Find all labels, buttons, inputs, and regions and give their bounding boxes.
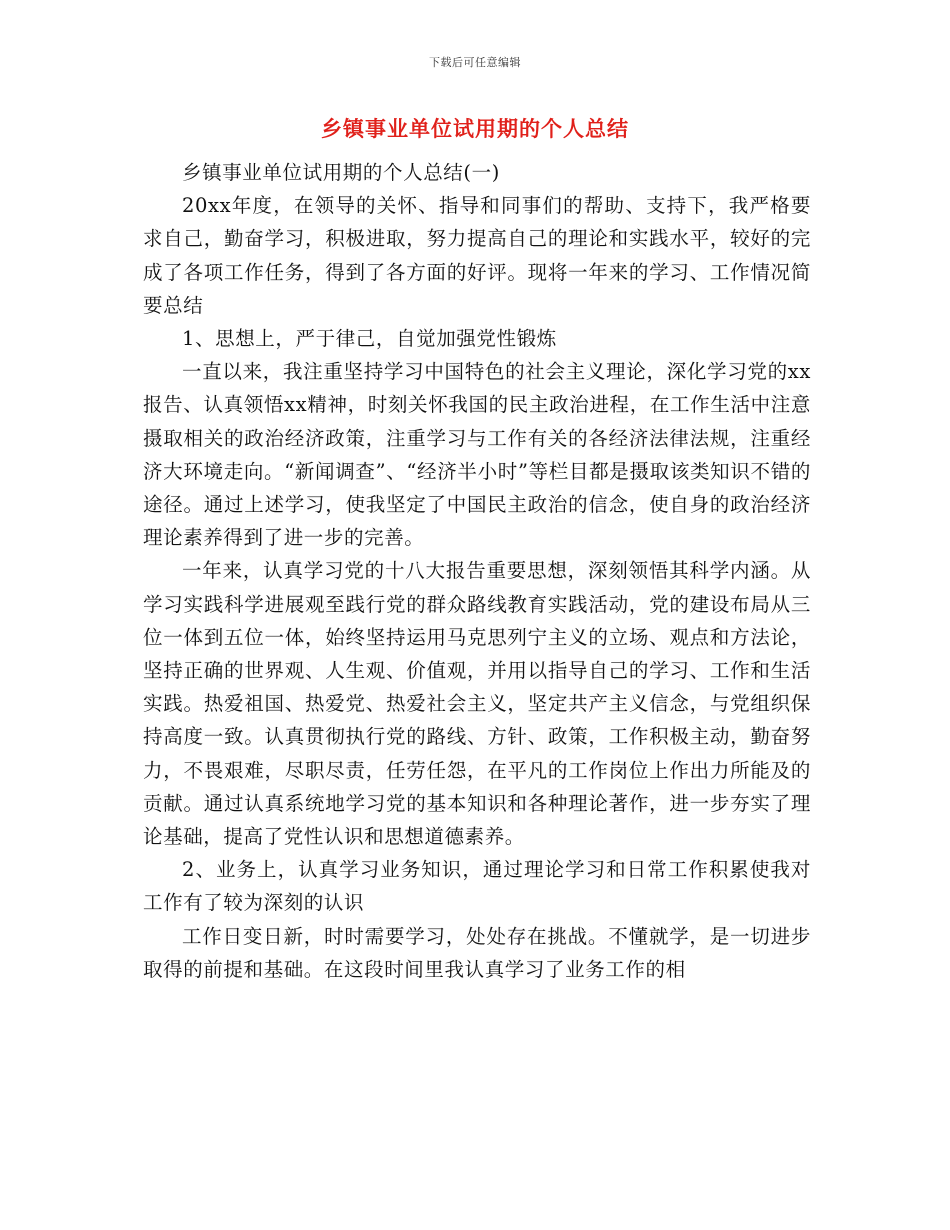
- paragraph-intro: 20xx年度，在领导的关怀、指导和同事们的帮助、支持下，我严格要求自己，勤奋学习，积极进取，努力提高自己的理论和实践水平，较好的完成了各项工作任务，得到了各方面的好评。现将一年来的学习、工作情况简要总结: [143, 194, 811, 317]
- paragraph-heading-1: 1、思想上，严于律己，自觉加强党性锻炼: [182, 327, 557, 351]
- paragraph-body: 一直以来，我注重坚持学习中国特色的社会主义理论，深化学习党的xx报告、认真领悟xx精神，时刻关怀我国的民主政治进程，在工作生活中注意摄取相关的政治经济政策，注重学习与工作有关的各经济法律法规，注重经济大环境走向。“新闻调查”、“经济半小时”等栏目都是摄取该类知识不错的途径。通过上述学习，使我坚定了中国民主政治的信念，使自身的政治经济理论素养得到了进一步的完善。: [143, 360, 811, 550]
- document-body: [143, 156, 811, 986]
- paragraph-subtitle: 乡镇事业单位试用期的个人总结(一): [182, 161, 500, 184]
- document-title: 乡镇事业单位试用期的个人总结: [321, 116, 629, 141]
- paragraph-body: 工作日变日新，时时需要学习，处处存在挑战。不懂就学，是一切进步取得的前提和基础。在这段时间里我认真学习了业务工作的相: [143, 924, 811, 981]
- paragraph-body: 一年来，认真学习党的十八大报告重要思想，深刻领悟其科学内涵。从学习实践科学进展观至践行党的群众路线教育实践活动，党的建设布局从三位一体到五位一体，始终坚持运用马克思列宁主义的立场、观点和方法论，坚持正确的世界观、人生观、价值观，并用以指导自己的学习、工作和生活实践。热爱祖国、热爱党、热爱社会主义，坚定共产主义信念，与党组织保持高度一致。认真贯彻执行党的路线、方针、政策，工作积极主动，勤奋努力，不畏艰难，尽职尽责，任劳任怨，在平凡的工作岗位上作出力所能及的贡献。通过认真系统地学习党的基本知识和各种理论著作，进一步夯实了理论基础，提高了党性认识和思想道德素养。: [143, 559, 811, 849]
- header-note: 下载后可任意编辑: [429, 56, 521, 69]
- paragraph-heading-2: 2、业务上，认真学习业务知识，通过理论学习和日常工作积累使我对工作有了较为深刻的认识: [143, 858, 811, 915]
